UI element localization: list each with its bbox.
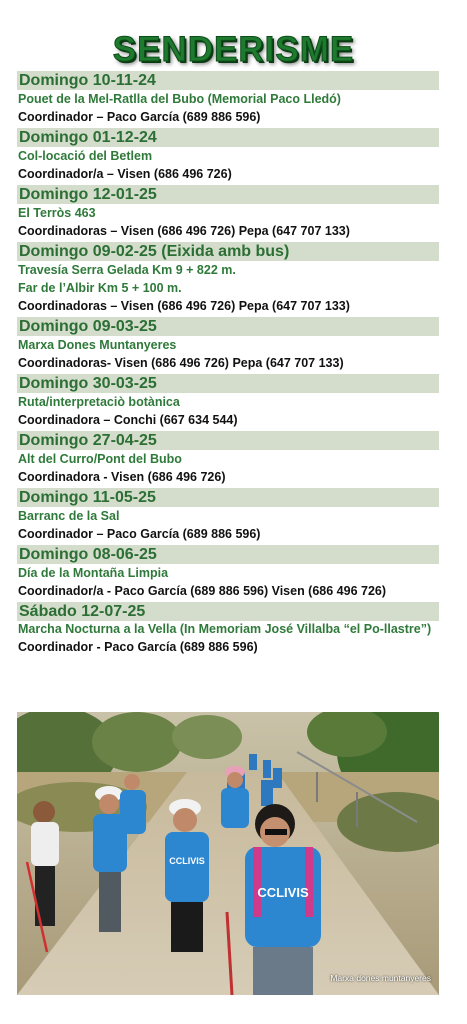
event-coordinator: Coordinador – Paco García (689 886 596) — [18, 527, 261, 541]
event-route: El Terròs 463 — [18, 206, 96, 220]
event-coordinator: Coordinadora - Visen (686 496 726) — [18, 470, 226, 484]
shirt-logo-text-front: CCLIVIS — [257, 885, 309, 900]
event-item — [17, 488, 439, 544]
event-coordinator: Coordinadoras – Visen (686 496 726) Pepa (647 707 133) — [18, 299, 350, 313]
event-date: Domingo 08-06-25 — [17, 545, 439, 564]
tree-left-2 — [92, 712, 182, 772]
event-item — [17, 242, 439, 316]
event-coordinator: Coordinador - Paco García (689 886 596) — [18, 640, 258, 654]
event-route: Marcha Nocturna a la Vella (In Memoriam José Villalba “el Po-llastre”) — [18, 622, 432, 636]
event-date: Domingo 12-01-25 — [17, 185, 439, 204]
event-date: Domingo 01-12-24 — [17, 128, 439, 147]
event-route: Alt del Curro/Pont del Bubo — [18, 452, 182, 466]
page-title: SENDERISME — [112, 30, 355, 69]
event-coordinator: Coordinador/a – Visen (686 496 726) — [18, 167, 232, 181]
event-item — [17, 602, 439, 657]
event-date: Domingo 09-03-25 — [17, 317, 439, 336]
event-item — [17, 128, 439, 184]
event-date: Sábado 12-07-25 — [17, 602, 439, 621]
event-route: Pouet de la Mel-Ratlla del Bubo (Memorial Paco Lledó) — [18, 92, 341, 106]
tree-mid — [172, 715, 242, 759]
event-item — [17, 545, 439, 601]
event-date: Domingo 27-04-25 — [17, 431, 439, 450]
hikers-illustration — [17, 712, 439, 995]
event-item — [17, 374, 439, 430]
event-date: Domingo 09-02-25 (Eixida amb bus) — [17, 242, 439, 261]
event-route-second: Far de l’Albir Km 5 + 100 m. — [18, 281, 182, 295]
event-item — [17, 431, 439, 487]
event-route: Ruta/interpretaciò botànica — [18, 395, 180, 409]
event-coordinator: Coordinador/a - Paco García (689 886 596) Visen (686 496 726) — [18, 584, 387, 598]
photo-caption: Marxa dones muntanyeres — [330, 973, 431, 983]
event-date: Domingo 10-11-24 — [17, 71, 439, 90]
shirt-logo-text: CCLIVIS — [169, 856, 205, 866]
event-coordinator: Coordinador – Paco García (689 886 596) — [18, 110, 261, 124]
event-coordinator: Coordinadora – Conchi (667 634 544) — [18, 413, 238, 427]
event-date: Domingo 30-03-25 — [17, 374, 439, 393]
event-date: Domingo 11-05-25 — [17, 488, 439, 507]
events-list — [17, 71, 439, 658]
event-item — [17, 317, 439, 373]
event-route: Barranc de la Sal — [18, 509, 120, 523]
event-route: Día de la Montaña Limpia — [18, 566, 169, 580]
event-coordinator: Coordinadoras – Visen (686 496 726) Pepa (647 707 133) — [18, 224, 350, 238]
event-route: Col-locació del Betlem — [18, 149, 153, 163]
event-route: Marxa Dones Muntanyeres — [18, 338, 177, 352]
event-route: Travesía Serra Gelada Km 9 + 822 m. — [18, 263, 236, 277]
hikers-photo — [17, 712, 439, 995]
event-item — [17, 71, 439, 127]
event-item — [17, 185, 439, 241]
event-coordinator: Coordinadoras- Visen (686 496 726) Pepa (647 707 133) — [18, 356, 344, 370]
